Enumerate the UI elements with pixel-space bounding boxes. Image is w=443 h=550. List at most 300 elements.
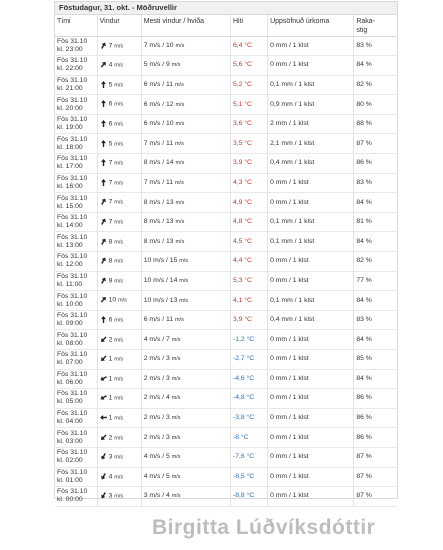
cell-precip: 0 mm / 1 klst (268, 193, 354, 213)
table-header-row (55, 15, 397, 36)
wind-speed: 1 (108, 394, 113, 402)
cell-gust (141, 154, 230, 174)
cell-hour: kl. 03:00 (57, 437, 83, 445)
cell-precip: 0,9 mm / 1 klst (268, 95, 354, 115)
gust-unit: m/s (171, 434, 181, 441)
cell-humidity: 84 % (354, 369, 397, 389)
cell-wind (97, 467, 141, 487)
cell-wind (97, 428, 141, 448)
cell-humidity: 80 % (354, 95, 397, 115)
cell-date: Fös 31.10 (57, 76, 88, 84)
cell-date: Fös 31.10 (57, 253, 88, 261)
cell-time (55, 134, 97, 154)
cell-time (55, 173, 97, 193)
cell-precip: 0,1 mm / 1 klst (268, 232, 354, 252)
header-precip: Uppsöfnuð úrkoma (268, 15, 354, 36)
table-row (55, 447, 397, 467)
cell-precip: 0 mm / 1 klst (268, 271, 354, 291)
cell-time (55, 350, 97, 370)
cell-humidity: 87 % (354, 134, 397, 154)
cell-time (55, 36, 97, 56)
cell-humidity: 86 % (354, 408, 397, 428)
gust-unit: m/s (175, 238, 185, 245)
cell-temp: -8,8 °C (230, 487, 267, 507)
cell-precip: 0 mm / 1 klst (268, 56, 354, 76)
wind-arrow-icon (98, 432, 108, 442)
table-row (55, 369, 397, 389)
cell-humidity: 86 % (354, 154, 397, 174)
cell-hour: kl. 01:00 (57, 476, 83, 484)
cell-temp: 3,6 °C (230, 114, 267, 134)
header-wind: Vindur (97, 15, 141, 36)
cell-temp: -4,6 °C (230, 369, 267, 389)
cell-hour: kl. 00:00 (57, 496, 83, 504)
cell-humidity: 85 % (354, 350, 397, 370)
cell-gust (141, 291, 230, 311)
wind-arrow-icon (98, 295, 108, 305)
cell-date: Fös 31.10 (57, 292, 88, 300)
table-row (55, 487, 397, 507)
cell-date: Fös 31.10 (57, 37, 88, 45)
cell-temp: -3,8 °C (230, 408, 267, 428)
table-row (55, 173, 397, 193)
wind-speed: 2 (108, 335, 113, 343)
gust-unit: m/s (171, 62, 181, 69)
cell-time (55, 291, 97, 311)
wind-unit: m/s (114, 219, 124, 226)
wind-speed: 10 (108, 296, 117, 304)
wind-arrow-icon (100, 179, 107, 186)
gust-unit: m/s (179, 258, 189, 265)
cell-precip: 0,1 mm / 1 klst (268, 212, 354, 232)
cell-temp: 3,5 °C (230, 134, 267, 154)
wind-speed: 7 (108, 41, 113, 49)
cell-hour: kl. 10:00 (57, 300, 83, 308)
cell-hour: kl. 16:00 (57, 182, 83, 190)
table-row (55, 271, 397, 291)
wind-unit: m/s (114, 42, 124, 49)
cell-gust (141, 134, 230, 154)
cell-hour: kl. 09:00 (57, 320, 83, 328)
cell-date: Fös 31.10 (57, 233, 88, 241)
cell-humidity: 82 % (354, 252, 397, 272)
cell-hour: kl. 02:00 (57, 457, 83, 465)
header-temp: Hiti (230, 15, 267, 36)
wind-unit: m/s (114, 101, 124, 108)
wind-speed: 9 (108, 277, 113, 285)
wind-unit: m/s (114, 395, 124, 402)
cell-wind (97, 369, 141, 389)
wind-arrow-icon (98, 491, 108, 501)
table-row (55, 232, 397, 252)
cell-precip: 0 mm / 1 klst (268, 173, 354, 193)
gust-unit: m/s (171, 473, 181, 480)
gust-unit: m/s (175, 160, 185, 167)
wind-speed: 7 (108, 179, 113, 187)
cell-wind (97, 154, 141, 174)
cell-time (55, 369, 97, 389)
cell-hour: kl. 23:00 (57, 45, 83, 53)
cell-temp: 4,9 °C (230, 193, 267, 213)
cell-time (55, 95, 97, 115)
gust-values: 8 m/s / 13 (143, 218, 174, 226)
cell-temp: 5,6 °C (230, 56, 267, 76)
gust-values: 2 m/s / 3 (143, 355, 170, 363)
cell-humidity: 87 % (354, 487, 397, 507)
wind-unit: m/s (114, 62, 124, 69)
wind-arrow-icon (100, 100, 107, 107)
cell-wind (97, 36, 141, 56)
gust-values: 7 m/s / 11 (143, 178, 174, 186)
cell-date: Fös 31.10 (57, 155, 88, 163)
cell-temp: -8 °C (230, 428, 267, 448)
wind-speed: 1 (108, 375, 113, 383)
table-row (55, 154, 397, 174)
gust-unit: m/s (171, 395, 181, 402)
cell-temp: 4,8 °C (230, 212, 267, 232)
cell-temp: 5,3 °C (230, 271, 267, 291)
gust-values: 8 m/s / 13 (143, 237, 174, 245)
gust-values: 3 m/s / 4 (143, 492, 170, 500)
cell-date: Fös 31.10 (57, 351, 88, 359)
gust-values: 10 m/s / 13 (143, 296, 178, 304)
cell-wind (97, 232, 141, 252)
cell-gust (141, 36, 230, 56)
cell-hour: kl. 18:00 (57, 143, 83, 151)
cell-date: Fös 31.10 (57, 214, 88, 222)
wind-arrow-icon (98, 452, 108, 462)
gust-values: 10 m/s / 14 (143, 276, 178, 284)
cell-precip: 0 mm / 1 klst (268, 330, 354, 350)
cell-precip: 0,4 mm / 1 klst (268, 154, 354, 174)
cell-time (55, 56, 97, 76)
cell-hour: kl. 22:00 (57, 65, 83, 73)
cell-gust (141, 252, 230, 272)
wind-speed: 5 (108, 139, 113, 147)
wind-speed: 5 (108, 81, 113, 89)
cell-gust (141, 193, 230, 213)
cell-time (55, 389, 97, 409)
wind-arrow-icon (100, 414, 107, 421)
gust-unit: m/s (171, 415, 181, 422)
table-row (55, 36, 397, 56)
table-row (55, 389, 397, 409)
header-humidity-line1: Raka- (356, 18, 376, 25)
cell-temp: 3,9 °C (230, 310, 267, 330)
wind-speed: 8 (108, 257, 113, 265)
gust-unit: m/s (171, 356, 181, 363)
cell-precip: 0 mm / 1 klst (268, 428, 354, 448)
wind-speed: 6 (108, 316, 113, 324)
wind-arrow-icon (98, 354, 108, 364)
wind-arrow-icon (100, 316, 107, 323)
gust-unit: m/s (174, 317, 184, 324)
wind-arrow-icon (98, 256, 108, 266)
gust-values: 2 m/s / 3 (143, 414, 170, 422)
wind-arrow-icon (100, 159, 107, 166)
wind-arrow-icon (100, 81, 107, 88)
cell-wind (97, 75, 141, 95)
cell-temp: 6,4 °C (230, 36, 267, 56)
cell-humidity: 82 % (354, 75, 397, 95)
cell-wind (97, 252, 141, 272)
cell-humidity: 81 % (354, 212, 397, 232)
cell-humidity: 77 % (354, 271, 397, 291)
gust-values: 4 m/s / 5 (143, 472, 170, 480)
gust-values: 6 m/s / 12 (143, 100, 174, 108)
wind-unit: m/s (114, 317, 124, 324)
cell-date: Fös 31.10 (57, 116, 88, 124)
cell-humidity: 84 % (354, 232, 397, 252)
wind-unit: m/s (114, 121, 124, 128)
cell-hour: kl. 20:00 (57, 104, 83, 112)
cell-hour: kl. 21:00 (57, 84, 83, 92)
cell-time (55, 154, 97, 174)
cell-humidity: 84 % (354, 56, 397, 76)
cell-temp: 4,1 °C (230, 291, 267, 311)
cell-gust (141, 173, 230, 193)
wind-unit: m/s (114, 258, 124, 265)
cell-wind (97, 212, 141, 232)
cell-time (55, 428, 97, 448)
table-row (55, 428, 397, 448)
wind-speed: 6 (108, 100, 113, 108)
wind-unit: m/s (114, 415, 124, 422)
cell-wind (97, 447, 141, 467)
cell-precip: 2,1 mm / 1 klst (268, 134, 354, 154)
cell-humidity: 84 % (354, 330, 397, 350)
cell-wind (97, 173, 141, 193)
wind-unit: m/s (114, 180, 124, 187)
table-row (55, 114, 397, 134)
cell-gust (141, 487, 230, 507)
wind-unit: m/s (114, 493, 124, 500)
cell-time (55, 212, 97, 232)
cell-date: Fös 31.10 (57, 96, 88, 104)
cell-hour: kl. 04:00 (57, 418, 83, 426)
cell-date: Fös 31.10 (57, 488, 88, 496)
table-row (55, 95, 397, 115)
wind-unit: m/s (114, 356, 124, 363)
table-row (55, 291, 397, 311)
cell-wind (97, 389, 141, 409)
cell-gust (141, 75, 230, 95)
cell-wind (97, 330, 141, 350)
cell-wind (97, 114, 141, 134)
cell-precip: 0,1 mm / 1 klst (268, 75, 354, 95)
cell-time (55, 330, 97, 350)
gust-values: 10 m/s / 15 (143, 257, 178, 265)
gust-unit: m/s (175, 42, 185, 49)
cell-precip: 0 mm / 1 klst (268, 408, 354, 428)
wind-speed: 7 (108, 218, 113, 226)
wind-arrow-icon (98, 373, 108, 383)
cell-hour: kl. 05:00 (57, 398, 83, 406)
cell-time (55, 193, 97, 213)
cell-hour: kl. 08:00 (57, 339, 83, 347)
gust-unit: m/s (171, 454, 181, 461)
cell-wind (97, 487, 141, 507)
cell-hour: kl. 11:00 (57, 280, 83, 288)
cell-time (55, 467, 97, 487)
gust-unit: m/s (179, 297, 189, 304)
cell-gust (141, 271, 230, 291)
gust-values: 6 m/s / 11 (143, 316, 174, 324)
table-row (55, 193, 397, 213)
wind-speed: 3 (108, 492, 113, 500)
header-humidity (354, 15, 397, 36)
gust-unit: m/s (175, 101, 185, 108)
wind-arrow-icon (100, 120, 107, 127)
wind-unit: m/s (114, 336, 124, 343)
table-row (55, 56, 397, 76)
cell-humidity: 86 % (354, 389, 397, 409)
wind-speed: 7 (108, 159, 113, 167)
cell-precip: 2 mm / 1 klst (268, 114, 354, 134)
gust-values: 8 m/s / 14 (143, 159, 174, 167)
wind-arrow-icon (98, 275, 108, 285)
cell-humidity: 86 % (354, 428, 397, 448)
table-row (55, 330, 397, 350)
wind-arrow-icon (98, 60, 108, 70)
cell-hour: kl. 15:00 (57, 202, 83, 210)
cell-temp: 4,4 °C (230, 252, 267, 272)
wind-unit: m/s (114, 160, 124, 167)
table-row (55, 408, 397, 428)
cell-gust (141, 467, 230, 487)
cell-humidity: 87 % (354, 447, 397, 467)
cell-time (55, 252, 97, 272)
cell-humidity: 83 % (354, 310, 397, 330)
gust-unit: m/s (175, 121, 185, 128)
cell-gust (141, 350, 230, 370)
cell-date: Fös 31.10 (57, 468, 88, 476)
cell-precip: 0 mm / 1 klst (268, 350, 354, 370)
wind-unit: m/s (114, 82, 124, 89)
cell-gust (141, 56, 230, 76)
wind-speed: 8 (108, 237, 113, 245)
gust-values: 7 m/s / 10 (143, 41, 174, 49)
gust-values: 2 m/s / 4 (143, 394, 170, 402)
cell-wind (97, 310, 141, 330)
cell-temp: -7,6 °C (230, 447, 267, 467)
cell-hour: kl. 17:00 (57, 163, 83, 171)
wind-arrow-icon (98, 334, 108, 344)
cell-time (55, 447, 97, 467)
cell-hour: kl. 19:00 (57, 124, 83, 132)
wind-unit: m/s (114, 199, 124, 206)
gust-values: 2 m/s / 3 (143, 433, 170, 441)
wind-speed: 4 (108, 473, 113, 480)
table-row (55, 75, 397, 95)
wind-arrow-icon (98, 471, 108, 481)
cell-date: Fös 31.10 (57, 135, 88, 143)
header-humidity-line2: stig (356, 27, 368, 34)
wind-unit: m/s (118, 297, 127, 304)
cell-time (55, 408, 97, 428)
cell-wind (97, 271, 141, 291)
cell-humidity: 83 % (354, 36, 397, 56)
wind-arrow-icon (98, 40, 108, 50)
wind-speed: 7 (108, 198, 113, 206)
cell-temp: 4,3 °C (230, 173, 267, 193)
cell-gust (141, 95, 230, 115)
wind-speed: 2 (108, 433, 113, 441)
wind-arrow-icon (98, 236, 108, 246)
cell-humidity: 84 % (354, 291, 397, 311)
cell-precip: 0,1 mm / 1 klst (268, 291, 354, 311)
gust-unit: m/s (171, 336, 181, 343)
cell-gust (141, 369, 230, 389)
cell-time (55, 487, 97, 507)
wind-speed: 1 (108, 414, 113, 422)
wind-unit: m/s (114, 454, 124, 461)
cell-wind (97, 408, 141, 428)
wind-unit: m/s (114, 474, 124, 480)
wind-arrow-icon (98, 393, 108, 403)
wind-arrow-icon (98, 217, 108, 227)
cell-date: Fös 31.10 (57, 194, 88, 202)
wind-unit: m/s (114, 140, 124, 147)
cell-wind (97, 193, 141, 213)
gust-unit: m/s (175, 219, 185, 226)
cell-gust (141, 389, 230, 409)
gust-unit: m/s (171, 375, 181, 382)
cell-precip: 0 mm / 1 klst (268, 252, 354, 272)
cell-temp: 5,2 °C (230, 75, 267, 95)
cell-humidity: 88 % (354, 114, 397, 134)
table-row (55, 350, 397, 370)
cell-hour: kl. 06:00 (57, 378, 83, 386)
cell-date: Fös 31.10 (57, 312, 88, 320)
wind-unit: m/s (114, 434, 124, 441)
cell-gust (141, 212, 230, 232)
observations-table (55, 15, 397, 507)
cell-temp: -2,7 °C (230, 350, 267, 370)
wind-speed: 6 (108, 120, 113, 128)
cell-date: Fös 31.10 (57, 370, 88, 378)
cell-wind (97, 134, 141, 154)
cell-precip: 0 mm / 1 klst (268, 389, 354, 409)
cell-date: Fös 31.10 (57, 390, 88, 398)
wind-arrow-icon (98, 197, 108, 207)
cell-date: Fös 31.10 (57, 429, 88, 437)
table-row (55, 310, 397, 330)
cell-gust (141, 232, 230, 252)
gust-unit: m/s (175, 199, 185, 206)
cell-precip: 0,4 mm / 1 klst (268, 310, 354, 330)
header-time: Tími (55, 15, 97, 36)
gust-unit: m/s (174, 179, 184, 186)
gust-unit: m/s (179, 277, 189, 284)
weather-observation-table (54, 1, 398, 504)
gust-values: 7 m/s / 11 (143, 139, 174, 147)
cell-hour: kl. 12:00 (57, 261, 83, 269)
wind-arrow-icon (100, 140, 107, 147)
cell-precip: 0 mm / 1 klst (268, 487, 354, 507)
gust-values: 5 m/s / 9 (143, 61, 170, 69)
cell-wind (97, 350, 141, 370)
table-row (55, 134, 397, 154)
cell-gust (141, 330, 230, 350)
cell-gust (141, 408, 230, 428)
gust-values: 4 m/s / 7 (143, 335, 170, 343)
cell-gust (141, 310, 230, 330)
cell-date: Fös 31.10 (57, 174, 88, 182)
wind-unit: m/s (114, 376, 124, 383)
cell-wind (97, 291, 141, 311)
gust-values: 6 m/s / 10 (143, 120, 174, 128)
